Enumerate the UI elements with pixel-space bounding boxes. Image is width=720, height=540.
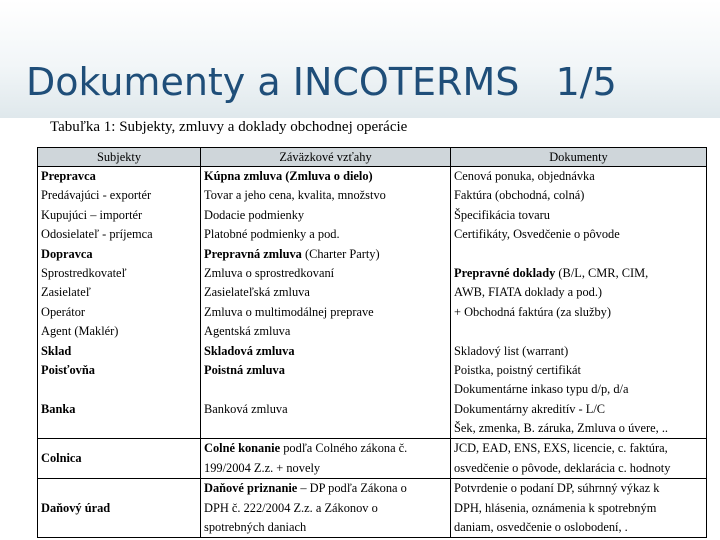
documents-cell xyxy=(451,439,707,479)
table-row xyxy=(38,342,707,361)
document-item: Potvrdenie o podaní DP, súhrnný výkaz k xyxy=(454,481,660,496)
subject-heading: Sklad xyxy=(41,343,72,358)
column-header-relations: Záväzkové vzťahy xyxy=(201,148,451,167)
subject-item: Kupujúci – importér xyxy=(41,207,143,222)
document-item: osvedčenie o pôvode, deklarácia c. hodnoty xyxy=(454,460,671,475)
subject-heading: Banka xyxy=(41,401,76,416)
document-item: + Obchodná faktúra (za služby) xyxy=(454,304,611,319)
relation-item: DPH č. 222/2004 Z.z. a Zákonov o xyxy=(204,500,378,515)
documents-cell xyxy=(451,167,707,245)
relation-heading-suffix: – DP podľa Zákona o xyxy=(297,481,407,496)
document-item: Skladový list (warrant) xyxy=(454,343,569,358)
documents-cell xyxy=(451,479,707,538)
document-item: AWB, FIATA doklady a pod.) xyxy=(454,285,603,300)
relation-heading-line xyxy=(204,479,448,498)
document-item: JCD, EAD, ENS, EXS, licencie, c. faktúra, xyxy=(454,441,668,456)
relation-heading-suffix: podľa Colného zákona č. xyxy=(280,441,408,456)
subject-item: Odosielateľ - príjemca xyxy=(41,227,153,242)
relation-item: Tovar a jeho cena, kvalita, množstvo xyxy=(204,188,386,203)
document-item: Certifikáty, Osvedčenie o pôvode xyxy=(454,227,620,242)
document-heading-suffix: (B/L, CMR, CIM, xyxy=(555,265,649,280)
relation-heading-line xyxy=(204,439,448,458)
table-row xyxy=(38,479,707,538)
relation-heading-line xyxy=(204,245,448,264)
relation-heading: Poistná zmluva xyxy=(204,362,285,377)
relation-item: Banková zmluva xyxy=(204,401,288,416)
relation-item: Platobné podmienky a pod. xyxy=(204,227,340,242)
document-item: Poistka, poistný certifikát xyxy=(454,362,581,377)
relations-cell xyxy=(201,439,451,479)
subjects-cell xyxy=(38,361,201,380)
table-row xyxy=(38,245,707,342)
relation-item: spotrebných daniach xyxy=(204,520,307,535)
subjects-cell xyxy=(38,439,201,479)
documents-cell xyxy=(451,361,707,380)
subject-heading: Dopravca xyxy=(41,246,93,261)
relation-item: Zmluva o multimodálnej preprave xyxy=(204,304,374,319)
subjects-cell xyxy=(38,245,201,342)
column-header-subjects: Subjekty xyxy=(38,148,201,167)
document-heading-line xyxy=(454,264,704,283)
subject-item: Agent (Maklér) xyxy=(41,324,119,339)
subjects-cell xyxy=(38,479,201,538)
table-header-row xyxy=(38,148,707,167)
relations-cell xyxy=(201,380,451,439)
subject-item: Predávajúci - exportér xyxy=(41,188,152,203)
document-item: DPH, hlásenia, oznámenia k spotrebným xyxy=(454,500,657,515)
relation-item: Zasielateľská zmluva xyxy=(204,285,310,300)
subject-item: Sprostredkovateľ xyxy=(41,265,127,280)
relations-cell xyxy=(201,342,451,361)
table-row xyxy=(38,167,707,245)
table-row xyxy=(38,361,707,380)
relation-item: Agentská zmluva xyxy=(204,324,291,339)
document-item: Dokumentárny akreditív - L/C xyxy=(454,401,606,416)
relations-cell xyxy=(201,245,451,342)
document-item: Cenová ponuka, objednávka xyxy=(454,169,595,183)
relation-item: 199/2004 Z.z. + novely xyxy=(204,460,321,475)
table-row xyxy=(38,380,707,439)
document-item: Šek, zmenka, B. záruka, Zmluva o úvere, .. xyxy=(454,421,669,436)
document-heading: Prepravné doklady xyxy=(454,265,556,280)
document-item: daniam, osvedčenie o oslobodení, . xyxy=(454,520,628,535)
relations-cell xyxy=(201,479,451,538)
column-header-documents: Dokumenty xyxy=(451,148,707,167)
relations-cell xyxy=(201,167,451,245)
document-item: Faktúra (obchodná, colná) xyxy=(454,188,585,203)
subject-item: Zasielateľ xyxy=(41,285,91,300)
documents-cell xyxy=(451,342,707,361)
relation-heading-suffix: (Charter Party) xyxy=(301,246,380,261)
subject-heading: Colnica xyxy=(41,451,82,466)
relation-heading: Colné konanie xyxy=(204,441,281,456)
subjects-cell xyxy=(38,380,201,439)
relation-heading: Prepravná zmluva xyxy=(204,246,302,261)
table-row xyxy=(38,439,707,479)
subjects-cell xyxy=(38,167,201,245)
relation-heading: Daňové priznanie xyxy=(204,481,298,496)
relation-heading: Skladová zmluva xyxy=(204,343,295,358)
relation-item: Dodacie podmienky xyxy=(204,207,305,222)
document-spacer xyxy=(454,245,704,264)
document-item: Dokumentárne inkaso typu d/p, d/a xyxy=(454,382,629,397)
table-caption: Tabuľka 1: Subjekty, zmluvy a doklady obchodnej operácie xyxy=(50,119,408,135)
subject-heading: Poisťovňa xyxy=(41,362,95,377)
subjects-cell xyxy=(38,342,201,361)
relation-item: Zmluva o sprostredkovaní xyxy=(204,265,335,280)
documents-cell xyxy=(451,245,707,342)
subject-item: Operátor xyxy=(41,304,86,319)
subject-heading: Daňový úrad xyxy=(41,500,111,515)
relation-heading: Kúpna zmluva (Zmluva o dielo) xyxy=(204,169,373,183)
documents-cell xyxy=(451,380,707,439)
document-item: Špecifikácia tovaru xyxy=(454,207,550,222)
slide-title: Dokumenty a INCOTERMS 1/5 xyxy=(26,60,617,104)
documents-table xyxy=(37,147,707,538)
subject-heading: Prepravca xyxy=(41,169,96,183)
relations-cell xyxy=(201,361,451,380)
